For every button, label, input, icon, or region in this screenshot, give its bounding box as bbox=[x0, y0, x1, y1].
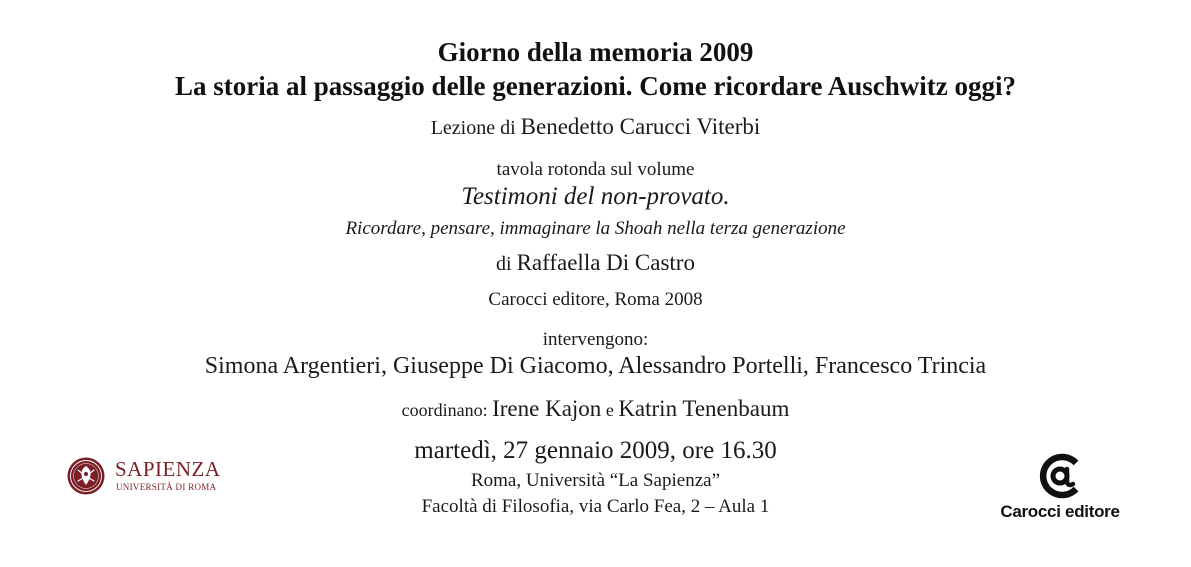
sapienza-logo bbox=[66, 454, 226, 500]
author-line bbox=[0, 250, 1191, 275]
lecture-speaker: Benedetto Carucci Viterbi bbox=[520, 114, 761, 139]
author-name: Raffaella Di Castro bbox=[516, 250, 695, 275]
event-title: Giorno della memoria 2009 bbox=[437, 37, 754, 67]
coordinator-second: Katrin Tenenbaum bbox=[618, 396, 790, 421]
carocci-logo bbox=[990, 452, 1130, 526]
roundtable-intro: tavola rotonda sul volume bbox=[496, 159, 695, 180]
participants-label: intervengono: bbox=[542, 329, 649, 350]
event-subtitle: La storia al passaggio delle generazioni. Come ricordare Auschwitz oggi? bbox=[175, 71, 1016, 101]
coordinator-first: Irene Kajon bbox=[492, 396, 602, 421]
sapienza-subtitle: UNIVERSITÀ DI ROMA bbox=[116, 482, 217, 492]
book-title: Testimoni del non-provato. bbox=[461, 183, 730, 210]
lecture-prefix: Lezione di bbox=[430, 117, 516, 139]
participants-list: Simona Argentieri, Giuseppe Di Giacomo, Alessandro Portelli, Francesco Trincia bbox=[204, 353, 987, 379]
venue-line-2: Facoltà di Filosofia, via Carlo Fea, 2 – Aula 1 bbox=[421, 496, 770, 517]
event-datetime: martedì, 27 gennaio 2009, ore 16.30 bbox=[414, 437, 777, 464]
venue-line-1: Roma, Università “La Sapienza” bbox=[470, 470, 720, 491]
sapienza-seal-icon bbox=[66, 454, 106, 498]
carocci-at-icon bbox=[1032, 452, 1088, 500]
sapienza-name: SAPIENZA bbox=[115, 457, 221, 481]
carocci-name: Carocci editore bbox=[1000, 502, 1120, 521]
book-subtitle: Ricordare, pensare, immaginare la Shoah nella terza generazione bbox=[345, 218, 846, 239]
coordinators-label: coordinano: bbox=[401, 400, 488, 420]
coordinators-line bbox=[0, 396, 1191, 421]
lecture-line bbox=[0, 114, 1191, 139]
author-prefix: di bbox=[496, 253, 512, 275]
publisher-line: Carocci editore, Roma 2008 bbox=[488, 289, 703, 310]
coordinators-conjunction: e bbox=[605, 400, 614, 420]
